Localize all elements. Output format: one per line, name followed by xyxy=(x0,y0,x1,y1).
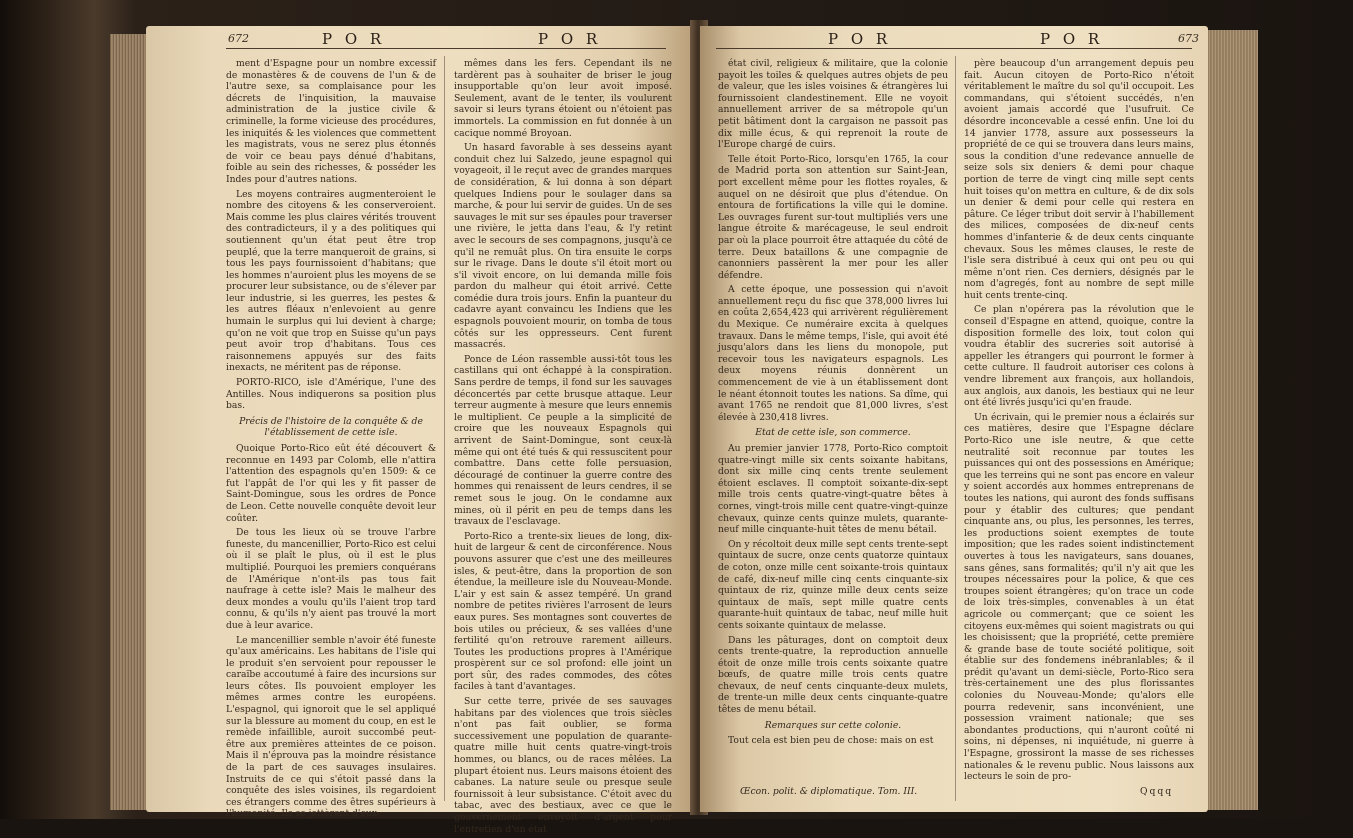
paragraph: Un écrivain, qui le premier nous a éclairés sur ces matières, desire que l'Espagne déclare Porto-Rico une isle neutre, & que cette neutralité soit reconnue par toutes les puissances qui ont des possessions en Amérique; que les terreins qui ne sont pas encore en valeur y soient accordés aux hommes entreprenans de toutes les nations, qui auront des fonds suffisans pour y établir des cultures; que pendant cinquante ans, ou plus, les personnes, les terres, les productions soient exemptes de toute imposition; que les rades soient indistinctement ouvertes à tous les navigateurs, sans douanes, sans gênes, sans formalités; qu'il n'y ait que les troupes nécessaires pour la police, & que ces troupes soient étrangères; qu'on trace un code de loix très-simples, convenables à un état agricole ou commerçant; que ce soient les citoyens eux-mêmes qui soient magistrats ou qui les choisissent; que la propriété, cette première & grande base de toute société politique, soit établie sur des fondemens inébranlables; & il prédit qu'avant un demi-siècle, Porto-Rico sera très-certainement une des plus florissantes colonies du Nouveau-Monde; qu'alors elle pourra redevenir, sans inconvénient, une possession vraiment nationale; que ses abondantes productions, qui n'auront coûté ni soins, ni dépenses, ni inquiétude, ni guerre à l'Espagne, grossiront la masse de ses richesses nationales & le revenu public. Nous laissons aux lecteurs le soin de pro- xyxy=(964,411,1194,783)
paragraph: On y récoltoit deux mille sept cents trente-sept quintaux de sucre, onze cents quatorze quintaux de coton, onze mille cent soixante-trois quintaux de café, dix-neuf mille cinq cents cinquante-six quintaux de riz, quinze mille deux cents seize quintaux de maïs, sept mille quatre cents quarante-huit quintaux de tabac, neuf mille huit cents soixante quintaux de melasse. xyxy=(718,538,948,631)
paragraph: père beaucoup d'un arrangement depuis peu fait. Aucun citoyen de Porto-Rico n'étoit véritablement le maître du sol qu'il occupoit. Les commandans, qui s'étoient succédés, n'en avoient jamais accordé que l'usufruit. Ce désordre inconcevable a cessé enfin. Une loi du 14 janvier 1778, assure aux possesseurs la propriété de ce qui se trouvera dans leurs mains, sous la condition d'une redevance annuelle de seize sols six deniers & demi pour chaque portion de terre de vingt cinq mille sept cents huit toises qu'on mettra en culture, & de dix sols un denier & demi pour celle qui restera en pâture. Ce léger tribut doit servir à l'habillement des milices, composées de dix-neuf cents hommes d'infanterie & de deux cents cinquante chevaux. Sous les mêmes clauses, le reste de l'isle sera distribué à ceux qui ont peu ou qui même n'ont rien. Ces derniers, désignés par le nom d'agregés, font au nombre de sept mille huit cents trente-cinq. xyxy=(964,58,1194,301)
column-rule xyxy=(444,56,445,801)
paragraph: état civil, religieux & militaire, que la colonie payoit les toiles & quelques autres objets de peu de valeur, que les isles voisines & étrangères lui fournissoient clandestinement. Elle ne voyoit annuellement arriver de sa métropole qu'un petit bâtiment dont la cargaison ne passoit pas dix mille écus, & qui reprenoit la route de l'Europe chargé de cuirs. xyxy=(718,58,948,151)
text-column-1 xyxy=(226,58,436,823)
signature-mark: Qqqq xyxy=(1140,786,1174,797)
text-column-2 xyxy=(454,58,672,838)
left-page xyxy=(146,26,694,835)
text-column-2 xyxy=(964,58,1194,786)
page-edges-right xyxy=(1208,30,1258,810)
right-page xyxy=(700,26,1208,812)
paragraph: Sur cette terre, privée de ses sauvages habitans par des violences que trois siècles n'ont pas fait oublier, se forma successivement une population de quarante-quatre mille huit cents quatre-vingt-trois hommes, ou blancs, ou de races mêlées. La plupart étoient nus. Leurs maisons étoient des cabanes. La nature seule ou presque seule fournissoit à leur subsistance. C'étoit avec du tabac, avec des bestiaux, avec ce que le gouvernement envoyoit d'argent pour l'entretien d'un état xyxy=(454,696,672,835)
footer-title: Œcon. polit. & diplomatique. Tom. III. xyxy=(740,786,918,797)
paragraph: Au premier janvier 1778, Porto-Rico comptoit quatre-vingt mille six cents soixante habitans, dont six mille cinq cents trente seulement étoient esclaves. Il comptoit soixante-dix-sept mille trois cents quatre-vingt-quatre bêtes à cornes, vingt-trois mille cent quatre-vingt-quinze chevaux, quinze cents quinze mulets, quarante-neuf mille cinquante-huit têtes de menu bétail. xyxy=(718,443,948,536)
column-rule xyxy=(955,56,956,801)
paragraph: Porto-Rico a trente-six lieues de long, dix-huit de largeur & cent de circonférence. Nous pouvons assurer que c'est une des meilleures isles, & peut-être, dans la proportion de son étendue, la meilleure isle du Nouveau-Monde. L'air y est sain & assez tempéré. Un grand nombre de petites rivières l'arrosent de leurs eaux pures. Ses montagnes sont couvertes de bois utiles ou précieux, & ses vallées d'une fertilité qu'on retrouve rarement ailleurs. Toutes les productions propres à l'Amérique prospèrent sur ce sol profond: elle joint un port sûr, des rades commodes, des côtes faciles à tant d'avantages. xyxy=(454,530,672,693)
running-head: P O R xyxy=(1040,30,1104,48)
header-rule xyxy=(226,48,666,49)
running-head: P O R xyxy=(538,30,602,48)
paragraph: Ponce de Léon rassemble aussi-tôt tous les castillans qui ont échappé à la conspiration. Sans perdre de temps, il fond sur les sauvages déconcertés par cette brusque attaque. Leur terreur augmente à mesure que leurs ennemis le multiplient. Ce peuple a la simplicité de croire que les nouveaux Espagnols qui arrivent de Saint-Domingue, sont ceux-là même qui ont été tués & qui ressuscitent pour combattre. Dans cette folle persuasion, découragé de continuer la guerre contre des hommes qui renaissent de leurs cendres, il se remet sous le joug. On le condamne aux mines, où il périt en peu de temps dans les travaux de l'esclavage. xyxy=(454,353,672,528)
article-heading: PORTO-RICO, isle d'Amérique, l'une des Antilles. Nous indiquerons sa position plus bas. xyxy=(226,377,436,412)
paragraph: mêmes dans les fers. Cependant ils ne tardèrent pas à souhaiter de briser le joug insupportable qu'on leur avoit imposé. Seulement, avant de le tenter, ils voulurent savoir si leurs tyrans étoient ou n'étoient pas immortels. La commission en fut donnée à un cacique nommé Broyoan. xyxy=(454,58,672,139)
header-rule xyxy=(716,48,1192,49)
paragraph: Dans les pâturages, dont on comptoit deux cents trente-quatre, la reproduction annuelle étoit de onze mille trois cents soixante quatre bœufs, de quatre mille trois cents quatre chevaux, de neuf cents cinquante-deux mulets, de trente-un mille deux cents cinquante-quatre têtes de menu bétail. xyxy=(718,634,948,716)
section-heading: Etat de cette isle, son commerce. xyxy=(755,427,911,439)
paragraph: ment d'Espagne pour un nombre excessif de monastères & de couvens de l'un & de l'autre sexe, sa complaisance pour les décrets de l'inquisition, la mauvaise administration de la justice civile & criminelle, la forme vicieuse des procédures, les iniquités & les violences que commettent les magistrats, vous ne serez plus étonnés de voir ce beau pays dénué d'habitans, foible au sein des richesses, & posséder les Indes pour d'autres nations. xyxy=(226,58,436,185)
page-edges-left xyxy=(110,34,148,810)
paragraph: Ce plan n'opérera pas la révolution que le conseil d'Espagne en attend, quoique, contre la disposition formelle des loix, tout colon qui voudra établir des sucreries soit autorisé à appeller les étrangers qui pourront le former à cette culture. Il faudroit autoriser ces colons à vendre librement aux françois, aux hollandois, aux anglois, aux danois, les bestiaux qui ne leur ont été livrés jusqu'ici qu'en fraude. xyxy=(964,304,1194,409)
paragraph: Les moyens contraires augmenteroient le nombre des citoyens & les conserveroient. Mais comme les plus claires vérités trouvent des contradicteurs, il y a des politiques qui soutiennent qu'un état peut être trop peuplé, que la terre manqueroit de grains, si tous les pays fournissoient d'habitans; que les hommes n'auroient plus les moyens de se procurer leur subsistance, ou de s'élever par leur industrie, si les guerres, les pestes & les autres fléaux n'enlevoient au genre humain le surplus qui lui devient à charge; qu'on ne voit que trop en Suisse qu'un pays peut avoir trop d'habitans. Tous ces raisonnemens appuyés sur des faits inexacts, ne méritent pas de réponse. xyxy=(226,188,436,374)
page-number-right: 673 xyxy=(1178,32,1199,45)
paragraph: Un hasard favorable à ses desseins ayant conduit chez lui Salzedo, jeune espagnol qui voyageoit, il le reçut avec de grandes marques de considération, & lui donna à son départ quelques Indiens pour le soulager dans sa marche, & pour lui servir de guides. Un de ses sauvages le mit sur ses épaules pour traverser une rivière, le jetta dans l'eau, & l'y retint avec le secours de ses compagnons, jusqu'à ce qu'il ne remuât plus. On tira ensuite le corps sur le rivage. Dans le doute s'il étoit mort ou s'il vivoit encore, on lui demanda mille fois pardon du malheur qui étoit arrivé. Cette comédie dura trois jours. Enfin la puanteur du cadavre ayant convaincu les Indiens que les espagnols pouvoient mourir, on tomba de tous côtés sur les oppresseurs. Cent furent massacrés. xyxy=(454,142,672,351)
paragraph: Tout cela est bien peu de chose: mais on est xyxy=(728,735,934,747)
running-head: P O R xyxy=(322,30,386,48)
paragraph: De tous les lieux où se trouve l'arbre funeste, du mancenillier, Porto-Rico est celui où il se plaît le plus, où il est le plus multiplié. Pourquoi les premiers conquérans de l'Amérique n'ont-ils pas tous fait naufrage à cette isle? Mais le malheur des deux mondes a voulu qu'ils l'aient trop tard connu, & qu'ils n'y aient pas trouvé la mort due à leur avarice. xyxy=(226,527,436,631)
running-head: P O R xyxy=(828,30,892,48)
page-number-left: 672 xyxy=(228,32,249,45)
paragraph: Le mancenillier semble n'avoir été funeste qu'aux américains. Les habitans de l'isle qui le produit s'en servoient pour repousser le caraïbe accoutumé à faire des incursions sur leurs côtes. Ils pouvoient employer les mêmes armes contre les européens. L'espagnol, qui ignoroit que le sel appliqué sur la blessure au moment du coup, en est le remède infaillible, auroit succombé peut-être aux premières atteintes de ce poison. Mais il n'éprouva pas la moindre résistance de la part de ces sauvages insulaires. Instruits de ce qui s'étoit passé dans la conquête des isles voisines, ils regardoient ces étrangers comme des êtres supérieurs à l'humanité. Ils se jettèrent d'eux- xyxy=(226,634,436,820)
paragraph: A cette époque, une possession qui n'avoit annuellement reçu du fisc que 378,000 livres lui en coûta 2,654,423 qui arrivèrent régulièrement du Mexique. Ce numéraire excita à quelques travaux. Dans le même temps, l'isle, qui avoit été jusqu'alors dans les liens du monopole, put recevoir tous les navigateurs espagnols. Les deux moyens réunis donnèrent un commencement de vie à un établissement dont le néant étonnoit toutes les nations. Sa dîme, qui avant 1765 ne rendoit que 81,000 livres, s'est élevée à 230,418 livres. xyxy=(718,284,948,423)
paragraph: Telle étoit Porto-Rico, lorsqu'en 1765, la cour de Madrid porta son attention sur Saint-Jean, port excellent même pour les flottes royales, & auquel on ne désiroit que plus d'étendue. On entoura de fortifications la ville qui le domine. Les ouvrages furent sur-tout multipliés vers une langue étroite & marécageuse, le seul endroit par où la place pourroit être attaquée du côté de terre. Deux bataillons & une compagnie de canonniers passèrent la mer pour les aller défendre. xyxy=(718,153,948,281)
text-column-1 xyxy=(718,58,948,750)
paragraph: Quoique Porto-Rico eût été découvert & reconnue en 1493 par Colomb, elle n'attira l'attention des espagnols qu'en 1509: & ce fut l'appât de l'or qui les y fit passer de Saint-Domingue, sous les ordres de Ponce de Leon. Cette nouvelle conquête devoit leur coûter. xyxy=(226,443,436,524)
section-heading: Remarques sur cette colonie. xyxy=(764,719,902,731)
section-heading: Précis de l'histoire de la conquête & de l'établissement de cette isle. xyxy=(239,415,423,439)
